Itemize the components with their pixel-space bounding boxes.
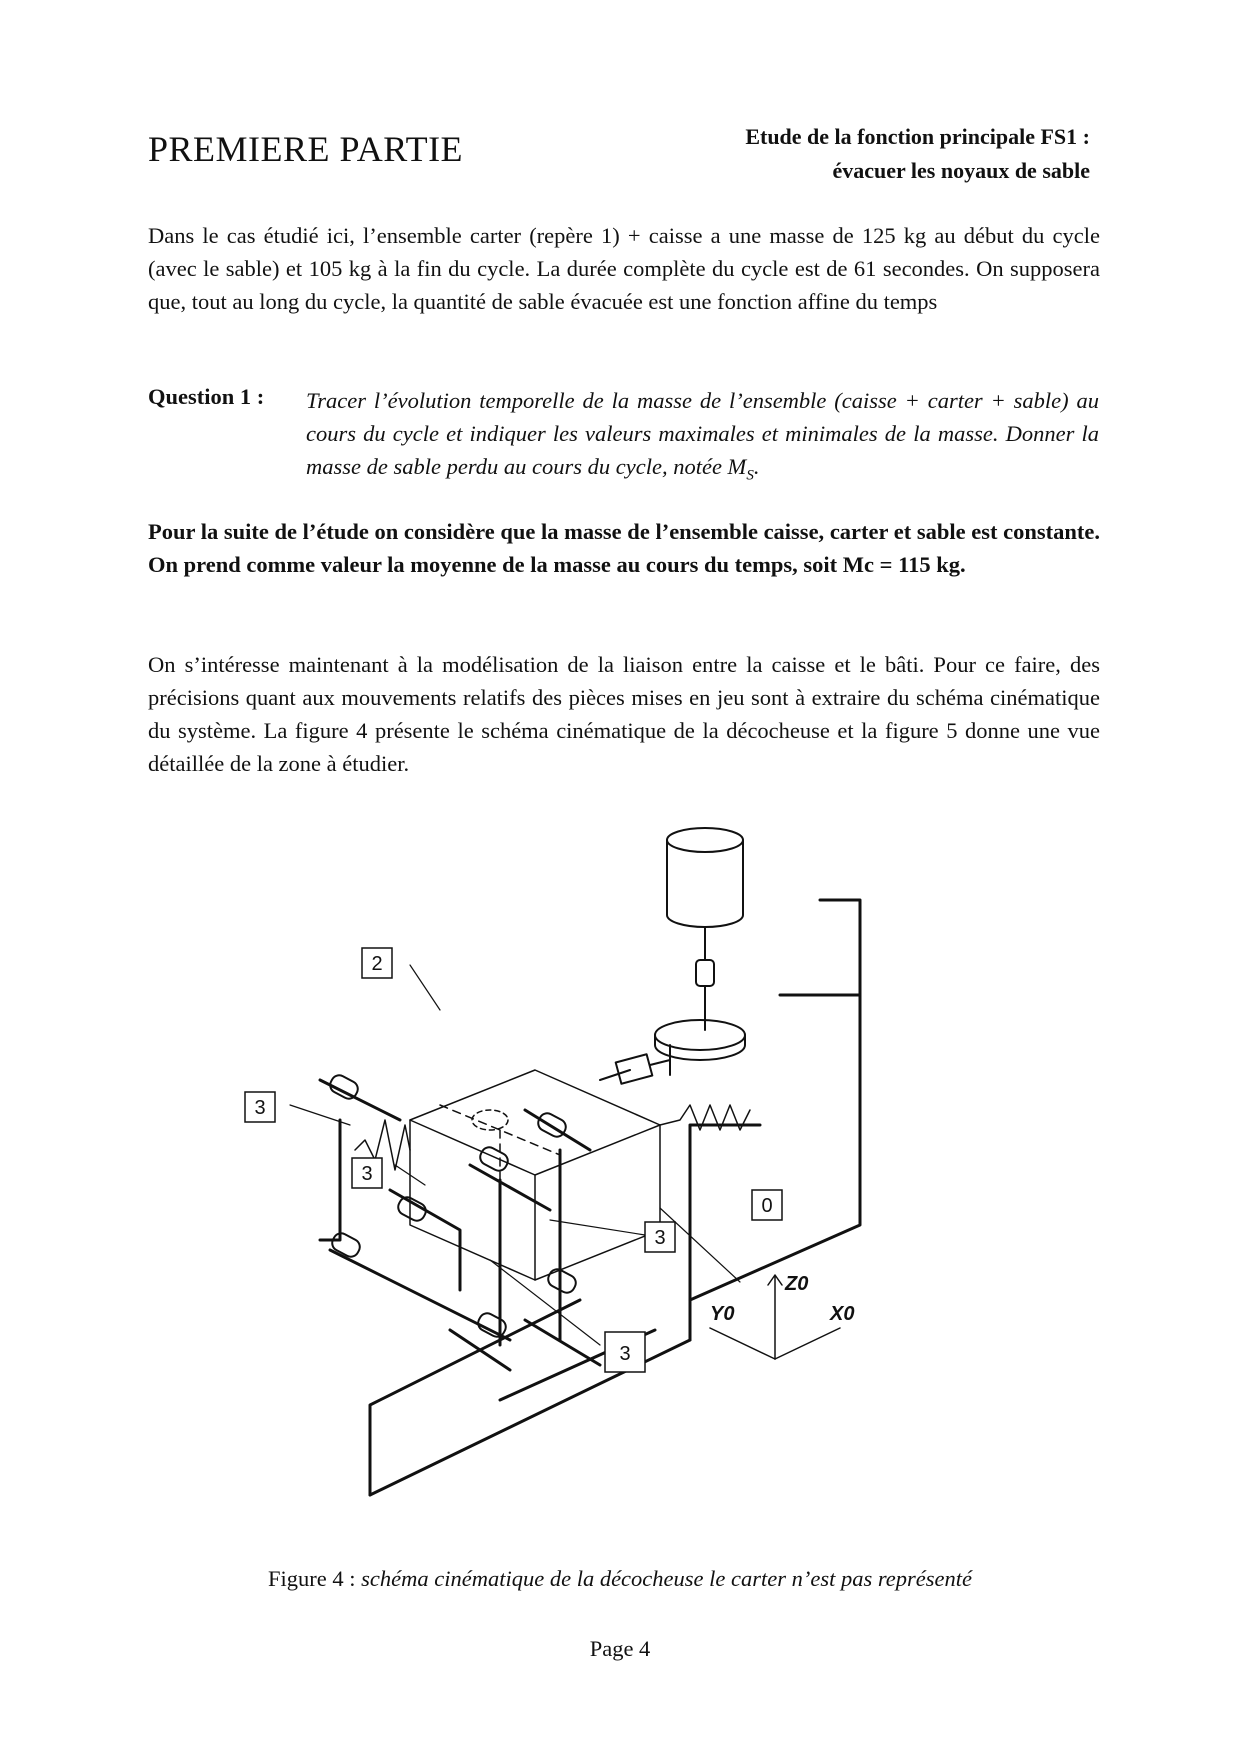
caption-text: schéma cinématique de la décocheuse le carter n’est pas représenté (361, 1566, 972, 1591)
label-roller-mid: 3 (361, 1163, 373, 1185)
roller-rail-left (320, 1080, 510, 1340)
axis-label-z: Z0 (785, 1273, 809, 1295)
page-number: Page 4 (589, 1636, 651, 1661)
frame-right-post (690, 900, 860, 1300)
roller-rail-right (470, 1110, 590, 1345)
figure-caption (0, 1566, 1240, 1592)
axis-y (710, 1328, 775, 1359)
label-frame: 0 (761, 1195, 773, 1217)
question-subscript: S (746, 467, 754, 484)
label-roller-left: 3 (254, 1097, 266, 1119)
eccentric-mass (472, 1110, 508, 1130)
hypothesis-paragraph: Pour la suite de l’étude on considère que la masse de l’ensemble caisse, carter et sable est constante. On prend comme valeur la moyenne de la masse au cours du temps, soit Mc = 115 kg. (148, 519, 1100, 577)
question-label: Question 1 : (148, 384, 265, 409)
motor (600, 828, 745, 1084)
function-heading-line1: Etude de la fonction principale FS1 : (745, 124, 1090, 149)
axis-z (768, 1275, 782, 1359)
label-boxes (245, 948, 782, 1372)
caption-prefix: Figure 4 : (268, 1566, 362, 1591)
label-roller-right: 3 (654, 1227, 666, 1249)
leader-lines (290, 965, 740, 1345)
caisse-box (410, 1070, 660, 1280)
axis-label-x: X0 (830, 1303, 855, 1325)
modelling-paragraph: On s’intéresse maintenant à la modélisation de la liaison entre la caisse et le bâti. Pour ce faire, des précisions quant aux mouvements relatifs des pièces mises en jeu sont à extraire du schéma cinématique du système. La figure 4 présente le schéma cinématique de la décocheuse et la figure 5 donne une vue détaillée de la zone à étudier. (148, 652, 1100, 776)
label-caisse: 2 (371, 953, 383, 975)
question-end: . (753, 454, 760, 479)
kinematic-diagram-svg (254, 820, 1120, 1560)
function-heading (745, 120, 1090, 188)
axis-x (775, 1328, 840, 1359)
axis-label-y: Y0 (710, 1303, 735, 1325)
kinematic-diagram (254, 820, 1120, 1560)
question-text (306, 384, 1099, 493)
frame-base-diagonal (370, 1300, 580, 1495)
intro-paragraph: Dans le cas étudié ici, l’ensemble carter (repère 1) + caisse a une masse de 125 kg au début du cycle (avec le sable) et 105 kg à la fin du cycle. La durée complète du cycle est de 61 secondes. On supposera que, tout au long du cycle, la quantité de sable évacuée est une fonction affine du temps (148, 223, 1100, 314)
question-body: Tracer l’évolution temporelle de la masse de l’ensemble (caisse + carter + sable) au cours du cycle et indiquer les valeurs maximales et minimales de la masse. Donner la masse de sable perdu au cours du cycle, notée M (306, 388, 1099, 479)
label-roller-bottom: 3 (619, 1343, 631, 1365)
function-heading-line2: évacuer les noyaux de sable (832, 158, 1090, 183)
page-title: PREMIERE PARTIE (148, 129, 464, 169)
